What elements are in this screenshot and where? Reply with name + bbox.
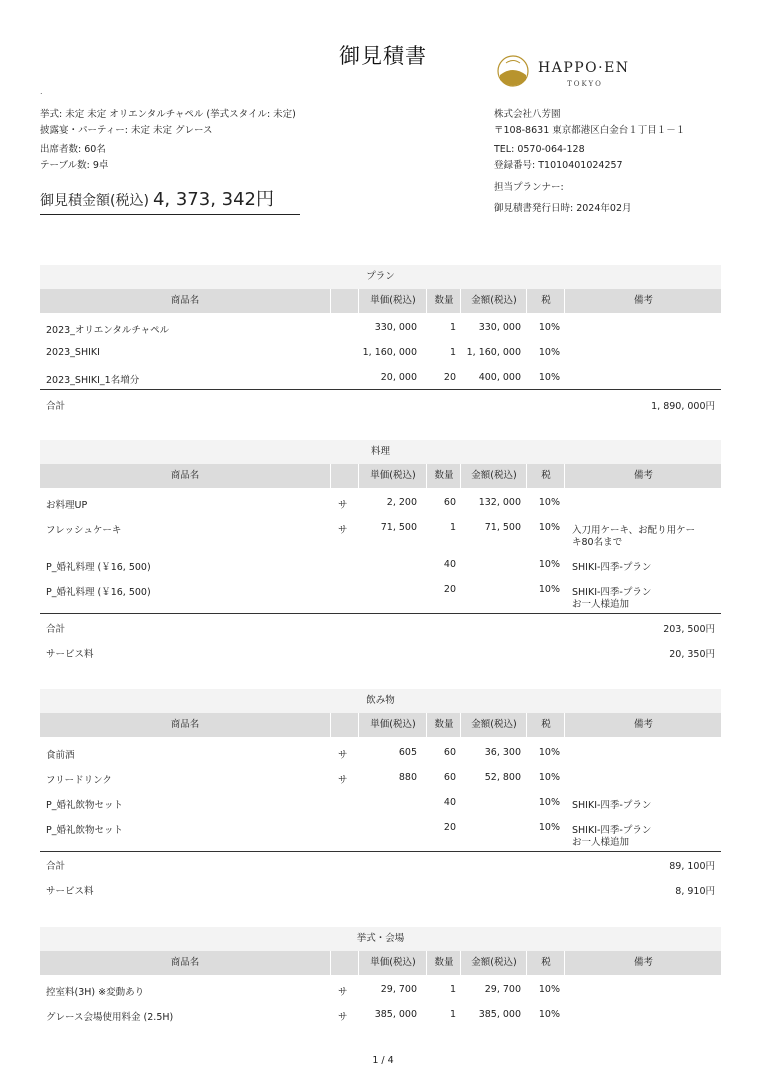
quantity: 20 (443, 822, 456, 833)
summary-label: 合計 (46, 401, 66, 412)
amount: 29, 700 (484, 984, 521, 995)
quantity: 1 (449, 322, 456, 333)
item-name: 2023_SHIKI (46, 347, 100, 358)
tax-rate: 10% (538, 984, 560, 995)
amount: 1, 160, 000 (466, 347, 521, 358)
estimate-total (40, 185, 300, 215)
guest-info (40, 142, 108, 174)
summary-label: サービス料 (46, 649, 94, 660)
amount: 52, 800 (484, 772, 521, 783)
ceremony-info (40, 107, 296, 139)
header-amount: 金額(税込) (460, 464, 527, 488)
tax-rate: 10% (538, 772, 560, 783)
service-mark: サ (338, 987, 348, 998)
table-count: テーブル数: 9卓 (40, 160, 109, 171)
quantity: 40 (443, 559, 456, 570)
header-tax: 税 (526, 713, 565, 737)
item-name: グレース会場使用料金 (2.5H) (46, 1012, 174, 1023)
header-amount: 金額(税込) (460, 713, 527, 737)
header-unit: 単価(税込) (358, 464, 427, 488)
header-mark (330, 713, 359, 737)
planner-label: 担当プランナー: (494, 182, 564, 193)
quantity: 1 (449, 347, 456, 358)
item-name: フレッシュケーキ (46, 525, 122, 536)
reception-line: 披露宴・パーティー: 未定 未定 グレース (40, 125, 213, 136)
estimate-total-amount: 4, 373, 342円 (152, 189, 274, 210)
summary-value: 20, 350円 (669, 649, 715, 660)
header-name: 商品名 (170, 957, 200, 968)
total-divider (40, 613, 721, 614)
header-mark (330, 464, 359, 488)
summary-label: 合計 (46, 861, 66, 872)
note-line: お一人様追加 (572, 837, 630, 848)
company-tel: TEL: 0570-064-128 (494, 144, 585, 155)
summary-label: サービス料 (46, 886, 94, 897)
note-line: 入刀用ケーキ、お配り用ケー (572, 525, 696, 536)
quantity: 1 (449, 984, 456, 995)
header-unit: 単価(税込) (358, 951, 427, 975)
item-name: 2023_SHIKI_1名増分 (46, 375, 140, 386)
header-tax: 税 (526, 951, 565, 975)
table-header (40, 464, 721, 488)
tax-rate: 10% (538, 522, 560, 533)
happo-en-logo-icon (497, 47, 529, 95)
header-qty: 数量 (426, 951, 461, 975)
quantity: 1 (449, 1009, 456, 1020)
guest-count: 出席者数: 60名 (40, 144, 106, 155)
unit-price: 2, 200 (386, 497, 417, 508)
service-mark: サ (338, 775, 348, 786)
unit-price: 605 (398, 747, 417, 758)
quantity: 60 (443, 772, 456, 783)
header-dot: . (40, 87, 43, 96)
issue-date: 御見積書発行日時: 2024年02月 (494, 203, 632, 214)
header-note: 備考 (564, 951, 722, 975)
page-number: 1 / 4 (372, 1055, 394, 1066)
tax-rate: 10% (538, 822, 560, 833)
summary-value: 8, 910円 (675, 886, 715, 897)
header-tax: 税 (526, 289, 565, 313)
header-note: 備考 (564, 713, 722, 737)
total-divider (40, 389, 721, 390)
unit-price: 385, 000 (374, 1009, 417, 1020)
section-title: 挙式・会場 (40, 927, 721, 951)
header-amount: 金額(税込) (460, 951, 527, 975)
quantity: 20 (443, 372, 456, 383)
item-name: P_婚礼飲物セット (46, 825, 123, 836)
amount: 36, 300 (484, 747, 521, 758)
header-name: 商品名 (170, 295, 200, 306)
company-name: 株式会社八芳園 (494, 109, 561, 120)
amount: 385, 000 (478, 1009, 521, 1020)
item-name: お料理UP (46, 500, 88, 511)
tax-rate: 10% (538, 1009, 560, 1020)
registration-number: 登録番号: T1010401024257 (494, 160, 623, 171)
header-name: 商品名 (170, 470, 200, 481)
table-header (40, 289, 721, 313)
header-unit: 単価(税込) (358, 289, 427, 313)
item-name: P_婚礼飲物セット (46, 800, 123, 811)
item-name: P_婚礼料理 (￥16, 500) (46, 587, 151, 598)
unit-price: 20, 000 (380, 372, 417, 383)
header-qty: 数量 (426, 713, 461, 737)
header-unit: 単価(税込) (358, 713, 427, 737)
service-mark: サ (338, 525, 348, 536)
service-mark: サ (338, 1012, 348, 1023)
note-line: SHIKI-四季-プラン (572, 825, 652, 836)
quantity: 40 (443, 797, 456, 808)
quantity: 20 (443, 584, 456, 595)
note-line: SHIKI-四季-プラン (572, 800, 652, 811)
section-title: 飲み物 (40, 689, 721, 713)
section-title: プラン (40, 265, 721, 289)
service-mark: サ (338, 750, 348, 761)
summary-value: 1, 890, 000円 (651, 401, 715, 412)
note-line: キ80名まで (572, 537, 623, 548)
header-qty: 数量 (426, 464, 461, 488)
unit-price: 29, 700 (380, 984, 417, 995)
document-title: 御見積書 (339, 44, 427, 68)
header-mark (330, 951, 359, 975)
tax-rate: 10% (538, 347, 560, 358)
logo-wordmark: HAPPO·EN (538, 60, 630, 76)
item-name: 控室料(3H) ※変動あり (46, 987, 145, 998)
unit-price: 71, 500 (380, 522, 417, 533)
table-header (40, 951, 721, 975)
header-name: 商品名 (170, 719, 200, 730)
item-name: フリードリンク (46, 775, 112, 786)
unit-price: 1, 160, 000 (362, 347, 417, 358)
amount: 132, 000 (478, 497, 521, 508)
company-info (494, 107, 685, 139)
header-tax: 税 (526, 464, 565, 488)
estimate-total-label: 御見積金額(税込) (40, 193, 149, 209)
company-address: 〒108-8631 東京都港区白金台１丁目１－１ (494, 125, 686, 136)
quantity: 60 (443, 747, 456, 758)
unit-price: 880 (398, 772, 417, 783)
summary-value: 203, 500円 (663, 624, 715, 635)
summary-label: 合計 (46, 624, 66, 635)
summary-value: 89, 100円 (669, 861, 715, 872)
item-name: P_婚礼料理 (￥16, 500) (46, 562, 151, 573)
item-name: 2023_オリエンタルチャペル (46, 325, 170, 336)
note-line: SHIKI-四季-プラン (572, 587, 652, 598)
table-header (40, 713, 721, 737)
ceremony-line: 挙式: 未定 未定 オリエンタルチャペル (挙式スタイル: 未定) (40, 109, 296, 120)
item-name: 食前酒 (46, 750, 75, 761)
tax-rate: 10% (538, 322, 560, 333)
tax-rate: 10% (538, 372, 560, 383)
tax-rate: 10% (538, 747, 560, 758)
section-title: 料理 (40, 440, 721, 464)
unit-price: 330, 000 (374, 322, 417, 333)
logo-subtitle: TOKYO (567, 80, 603, 88)
total-divider (40, 851, 721, 852)
header-note: 備考 (564, 464, 722, 488)
note-line: お一人様追加 (572, 599, 630, 610)
header-mark (330, 289, 359, 313)
quantity: 60 (443, 497, 456, 508)
tax-rate: 10% (538, 559, 560, 570)
service-mark: サ (338, 500, 348, 511)
header-note: 備考 (564, 289, 722, 313)
tax-rate: 10% (538, 797, 560, 808)
amount: 71, 500 (484, 522, 521, 533)
amount: 400, 000 (478, 372, 521, 383)
amount: 330, 000 (478, 322, 521, 333)
header-qty: 数量 (426, 289, 461, 313)
tax-rate: 10% (538, 584, 560, 595)
note-line: SHIKI-四季-プラン (572, 562, 652, 573)
header-amount: 金額(税込) (460, 289, 527, 313)
company-contact (494, 142, 623, 174)
tax-rate: 10% (538, 497, 560, 508)
quantity: 1 (449, 522, 456, 533)
